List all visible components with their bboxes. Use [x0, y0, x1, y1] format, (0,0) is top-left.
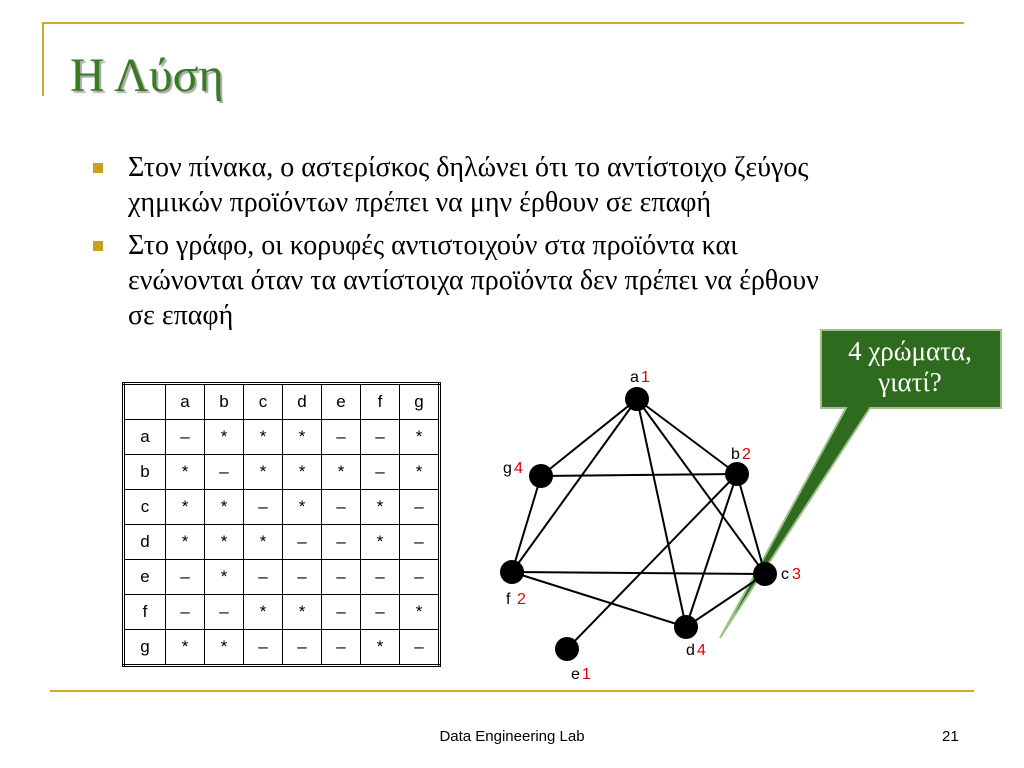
table-cell: – [322, 560, 361, 595]
table-cell: * [244, 525, 283, 560]
graph-node-g [529, 464, 553, 488]
footer-text: Data Engineering Lab [439, 728, 585, 745]
table-cell: – [166, 420, 205, 455]
row-header: c [124, 490, 166, 525]
table-cell: – [361, 595, 400, 630]
column-header: g [400, 384, 440, 420]
callout-note [821, 330, 999, 406]
graph-edge-a-f [512, 399, 637, 572]
table-cell: * [400, 420, 440, 455]
table-cell: * [205, 490, 244, 525]
node-color-number-f: 2 [517, 591, 526, 608]
table-cell: * [283, 490, 322, 525]
column-header: e [322, 384, 361, 420]
table-cell: – [244, 560, 283, 595]
table-cell: – [283, 560, 322, 595]
row-header: a [124, 420, 166, 455]
graph-edge-b-e [567, 474, 737, 649]
table-cell: – [400, 630, 440, 666]
graph-edge-b-d [686, 474, 737, 627]
row-header: b [124, 455, 166, 490]
graph-node-b [725, 462, 749, 486]
node-color-number-g: 4 [514, 460, 523, 477]
table-cell: * [400, 595, 440, 630]
table-cell: – [400, 525, 440, 560]
table-cell: – [322, 595, 361, 630]
graph-edge-c-f [512, 572, 765, 574]
graph-edge-d-f [512, 572, 686, 627]
table-cell: * [205, 525, 244, 560]
table-cell: – [205, 595, 244, 630]
graph-edge-f-g [512, 476, 541, 572]
table-cell: – [322, 420, 361, 455]
graph-edge-c-d [686, 574, 765, 627]
column-header: b [205, 384, 244, 420]
graph-edges [512, 399, 765, 649]
table-cell: * [361, 630, 400, 666]
table-cell: * [400, 455, 440, 490]
bullet-line: Στο γράφο, οι κορυφές αντιστοιχούν στα προϊόντα και [128, 230, 738, 261]
bullet-line: Στον πίνακα, ο αστερίσκος δηλώνει ότι το αντίστοιχο ζεύγος [128, 152, 809, 183]
table-cell: – [283, 525, 322, 560]
bullet-line: σε επαφή [128, 300, 234, 331]
table-cell: * [244, 595, 283, 630]
table-cell: * [322, 455, 361, 490]
node-color-number-d: 4 [697, 642, 706, 659]
table-cell: – [322, 525, 361, 560]
table-cell: – [244, 490, 283, 525]
table-cell: * [205, 630, 244, 666]
bullet-line: χημικών προϊόντων πρέπει να μην έρθουν σε επαφή [128, 187, 712, 218]
node-label-f: f [506, 591, 511, 608]
bottom-rule [50, 690, 974, 692]
column-header: f [361, 384, 400, 420]
graph-node-f [500, 560, 524, 584]
callout-line: 4 χρώματα, [848, 336, 972, 366]
node-color-number-e: 1 [582, 666, 591, 683]
graph-node-a [625, 387, 649, 411]
table-cell: * [166, 525, 205, 560]
table-cell: – [361, 420, 400, 455]
table-cell: – [361, 560, 400, 595]
table-cell: * [205, 560, 244, 595]
node-label-b: b [731, 446, 740, 463]
node-label-d: d [686, 642, 695, 659]
table-cell: * [361, 490, 400, 525]
table-cell: * [166, 455, 205, 490]
node-color-number-b: 2 [742, 446, 751, 463]
table-cell: * [166, 490, 205, 525]
table-cell: – [244, 630, 283, 666]
column-header: a [166, 384, 205, 420]
table-cell: * [283, 595, 322, 630]
graph-edge-b-c [737, 474, 765, 574]
table-cell: * [244, 455, 283, 490]
column-header: d [283, 384, 322, 420]
graph-edge-a-b [637, 399, 737, 474]
graph-node-d [674, 615, 698, 639]
node-label-e: e [571, 666, 580, 683]
table-cell: – [361, 455, 400, 490]
row-header: e [124, 560, 166, 595]
slide-title: Η Λύση [70, 49, 224, 102]
table-cell: * [361, 525, 400, 560]
node-color-number-c: 3 [792, 566, 801, 583]
node-label-g: g [503, 460, 512, 477]
node-label-a: a [630, 369, 639, 386]
table-cell: – [400, 560, 440, 595]
table-cell: – [166, 595, 205, 630]
table-cell: – [322, 630, 361, 666]
bullet-line: ενώνονται όταν τα αντίστοιχα προϊόντα δεν πρέπει να έρθουν [128, 265, 819, 296]
table-cell: * [283, 455, 322, 490]
graph-node-e [555, 637, 579, 661]
callout-line: γιατί? [878, 367, 942, 397]
table-cell: * [166, 630, 205, 666]
graph-edge-b-g [541, 474, 737, 476]
table-cell: – [205, 455, 244, 490]
table-cell: – [283, 630, 322, 666]
graph-node-c [753, 562, 777, 586]
table-cell: * [283, 420, 322, 455]
node-label-c: c [781, 566, 789, 583]
table-cell: – [400, 490, 440, 525]
node-color-number-a: 1 [641, 369, 650, 386]
column-header: c [244, 384, 283, 420]
row-header: d [124, 525, 166, 560]
page-number: 21 [942, 728, 959, 745]
row-header: f [124, 595, 166, 630]
table-cell: * [205, 420, 244, 455]
row-header: g [124, 630, 166, 666]
table-cell: – [166, 560, 205, 595]
table-cell: * [244, 420, 283, 455]
table-cell: – [322, 490, 361, 525]
